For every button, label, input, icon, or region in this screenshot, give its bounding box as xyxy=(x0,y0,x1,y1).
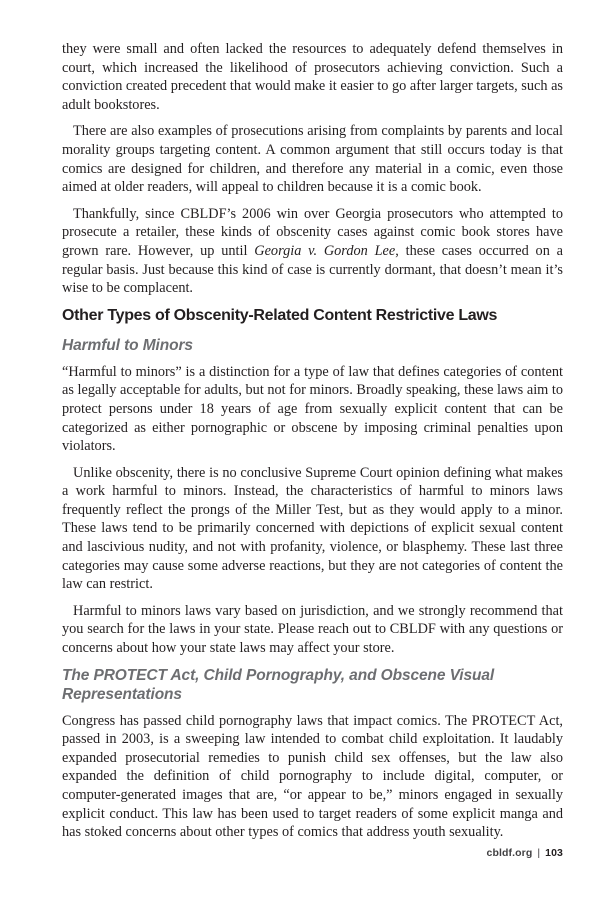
body-paragraph-1: they were small and often lacked the resources to adequately defend themselves in court, which increased the likelihood of prosecutors achieving conviction. Such a conviction created precedent that would make it easier to go after larger targets, such as adult bookstores. xyxy=(62,41,563,113)
body-paragraph-5: Unlike obscenity, there is no conclusive Supreme Court opinion defining what makes a work harmful to minors. Instead, the characteristics of harmful to minors laws frequently reflect the prongs of the Miller Test, but as they would apply to a minor. These laws tend to be primarily concerned with depictions of explicit sexual content and lascivious nudity, and not with profanity, violence, or blasphemy. These last three categories may cause some adverse reactions, but they are not categories of content the law can restrict. xyxy=(62,464,563,593)
footer-page-number: 103 xyxy=(545,847,563,859)
subsection-heading-harmful-to-minors: Harmful to Minors xyxy=(62,336,193,354)
footer-separator: | xyxy=(537,847,541,859)
body-paragraph-2: There are also examples of prosecutions arising from complaints by parents and local morality groups targeting content. A common argument that still occurs today is that comics are designed for children, and therefore any material in a comic, even those aimed at older readers, will appeal to children because it is a comic book. xyxy=(62,123,563,196)
section-heading: Other Types of Obscenity-Related Content Restrictive Laws xyxy=(62,306,498,324)
subsection-heading-protect-act: The PROTECT Act, Child Pornography, and Obscene Visual Representations xyxy=(62,666,495,703)
page-content xyxy=(62,40,563,850)
body-paragraph-7: Congress has passed child pornography laws that impact comics. The PROTECT Act, passed in 2003, is a sweeping law intended to combat child exploitation. It laudably expanded prosecutorial remedies to punish child sex offenses, but the law also expanded the definition of child pornography to include digital, computer, or computer-generated images that are, “or appear to be,” minors engaged in sexually explicit conduct. This law has been used to target readers of some explicit manga and has stoked concerns about other types of comics that address youth sexuality. xyxy=(62,712,563,841)
body-paragraph-3 xyxy=(62,205,563,298)
paragraph-3-text-after: , these cases occurred on a regular basis. Just because this kind of case is currently dormant, that doesn’t mean it’s wise to be complacent. xyxy=(62,242,564,297)
body-paragraph-4: “Harmful to minors” is a distinction for a type of law that defines categories of content as legally acceptable for adults, but not for minors. Broadly speaking, these laws aim to protect persons under 18 years of age from sexually explicit content that can be categorized as either pornographic or obscene by imposing criminal penalties upon violators. xyxy=(62,363,563,455)
page-footer xyxy=(487,847,563,859)
paragraph-3-text-before: Thankfully, since CBLDF’s 2006 win over Georgia prosecutors who attempted to prosecute a retailer, these kinds of obscenity cases against comic book stores have grown rare. However, up until xyxy=(62,205,563,259)
case-citation: Georgia v. Gordon Lee xyxy=(254,242,396,259)
footer-site: cbldf.org xyxy=(486,847,533,859)
body-paragraph-6: Harmful to minors laws vary based on jurisdiction, and we strongly recommend that you search for the laws in your state. Please reach out to CBLDF with any questions or concerns about how your state laws may affect your store. xyxy=(62,602,563,657)
